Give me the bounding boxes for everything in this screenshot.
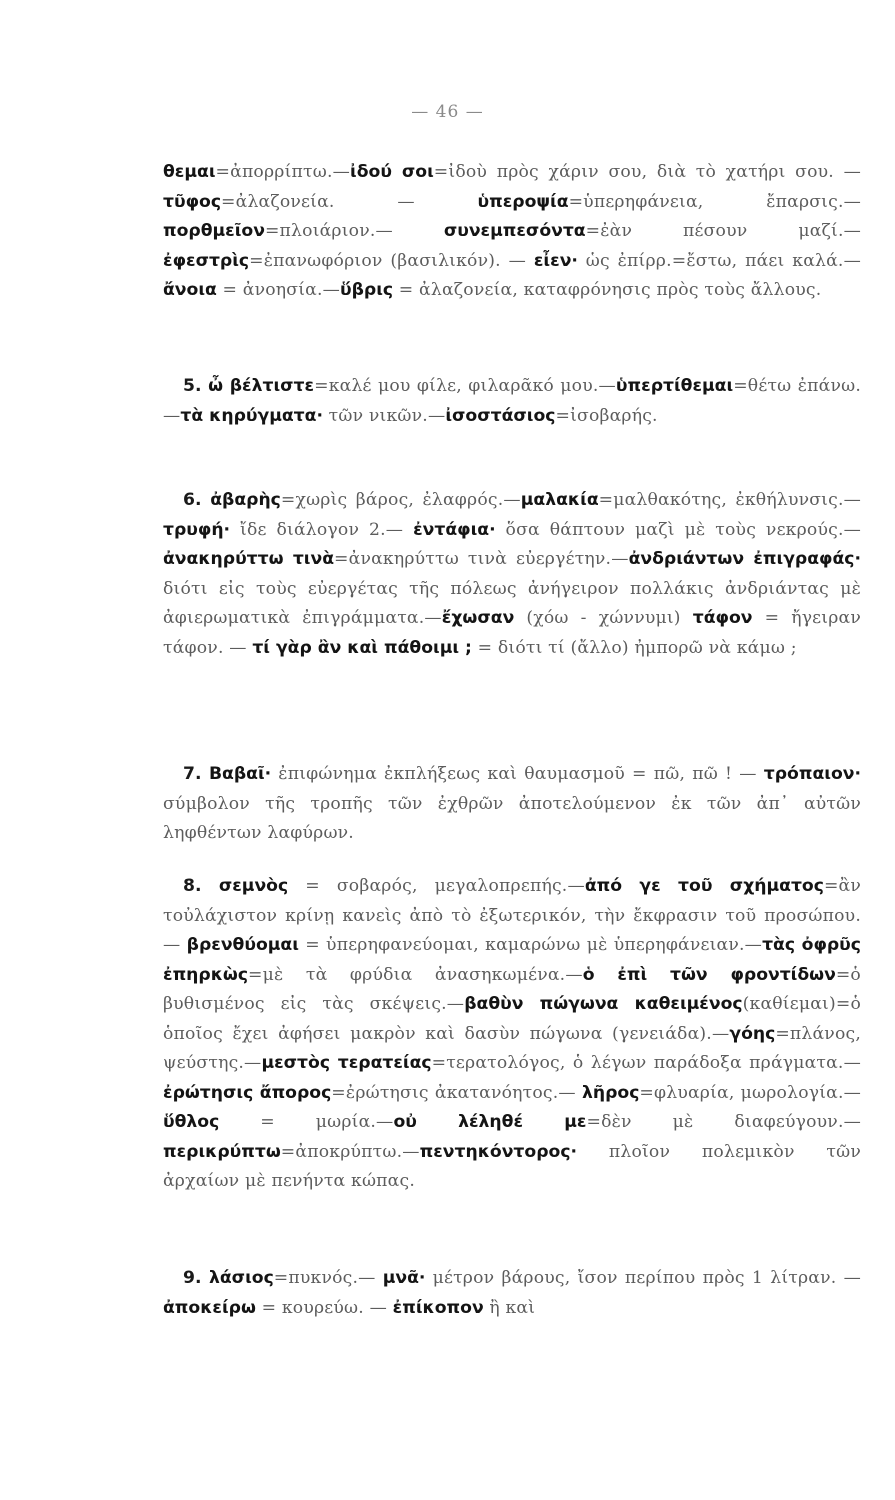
headword: ἐντάφια·: [413, 519, 496, 540]
definition-text: =ἰδοὺ πρὸς χάριν σου, διὰ τὸ χατήρι σου. —: [433, 162, 861, 182]
entry-number: 5.: [183, 376, 209, 396]
headword: ἔχωσαν: [441, 608, 515, 628]
definition-text: = σοβαρός, μεγαλοπρεπής.—: [288, 876, 585, 896]
definition-text: =ἐὰν πέσουν μαζί.—: [585, 221, 862, 241]
headword: ὦ βέλτιστε: [208, 376, 315, 396]
definition-text: πλοῖον πολεμικὸν τῶν ἀρχαίων μὲ πενήντα κώπας.: [163, 1141, 861, 1191]
definition-text: =ὑπερηφάνεια, ἔπαρσις.—: [568, 191, 861, 212]
headword: ἀποκείρω: [163, 1297, 256, 1318]
headword: θεμαι: [163, 162, 216, 182]
definition-text: =ἐπανωφόριον (βασιλικόν). —: [249, 250, 534, 271]
definition-text: =πυκνός.—: [273, 1268, 383, 1288]
headword: ἰσοστάσιος: [445, 405, 556, 426]
headword: ὕβρις: [340, 280, 394, 300]
definition-text: ἴδε διάλογον 2.—: [230, 519, 414, 540]
headword: οὐ λέληθέ με: [393, 1112, 587, 1132]
definition-text: =δὲν μὲ διαφεύγουν.—: [586, 1112, 861, 1132]
headword: τρόπαιον·: [763, 764, 862, 784]
definition-text: =ἂν τοὐλάχιστον κρίνῃ κανεὶς ἀπὸ τὸ ἐξωτερικόν, τὴν ἔκφρασιν τοῦ προσώπου. —: [163, 876, 861, 955]
headword: λάσιος: [209, 1268, 274, 1288]
headword: τῦφος: [163, 191, 222, 212]
glossary-paragraph-7: [163, 760, 861, 849]
entry-number: 6.: [183, 490, 211, 510]
definition-text: =μὲ τὰ φρύδια ἀνασηκωμένα.—: [248, 964, 583, 985]
headword: εἶεν·: [533, 250, 578, 271]
headword: πορθμεῖον: [163, 221, 265, 241]
definition-text: ὅσα θάπτουν μαζὶ μὲ τοὺς νεκρούς.—: [495, 519, 861, 540]
definition-text: = μωρία.—: [219, 1112, 394, 1132]
headword: τὰς ὀφρῦς ἐπηρκὼς: [163, 935, 861, 985]
headword: ἰδού σοι: [350, 162, 434, 182]
definition-text: ἢ καὶ: [483, 1297, 536, 1318]
headword: μνᾶ·: [382, 1268, 426, 1288]
definition-text: =μαλθακότης, ἐκθήλυνσις.—: [598, 490, 861, 510]
definition-text: μέτρον βάρους, ἴσον περίπου πρὸς 1 λίτραν. —: [425, 1268, 861, 1288]
definition-text: =χωρὶς βάρος, ἐλαφρός.—: [280, 490, 521, 510]
headword: ἀπό γε τοῦ σχήματος: [584, 876, 824, 896]
definition-text: ὡς ἐπίρρ.=ἔστω, πάει καλά.—: [577, 250, 861, 271]
definition-text: =καλέ μου φίλε, φιλαρᾶκό μου.—: [314, 376, 616, 396]
definition-text: =ἀλαζονεία. —: [221, 191, 478, 212]
headword: τάφον: [692, 608, 753, 628]
glossary-paragraph-6: [163, 486, 861, 663]
definition-text: = διότι τί (ἄλλο) ἠμπορῶ νὰ κάμω ;: [471, 637, 797, 658]
headword: γόης: [729, 1023, 776, 1044]
headword: περικρύπτω: [163, 1141, 281, 1162]
headword: τὰ κηρύγματα·: [180, 405, 323, 426]
definition-text: ἐπιφώνημα ἐκπλήξεως καὶ θαυμασμοῦ = πῶ, πῶ ! —: [271, 764, 764, 784]
headword: συνεμπεσόντα: [443, 221, 586, 241]
headword: πεντηκόντορος·: [419, 1141, 578, 1162]
definition-text: =πλοιάριον.—: [264, 221, 444, 241]
definition-text: =ὁ βυθισμένος εἰς τὰς σκέψεις.—: [163, 964, 861, 1014]
headword: τί γὰρ ἂν καὶ πάθοιμι ;: [252, 637, 472, 658]
headword: ἀνδριάντων ἐπιγραφάς·: [628, 549, 861, 569]
definition-text: =τερατολόγος, ὁ λέγων παράδοξα πράγματα.—: [431, 1053, 861, 1073]
definition-text: =ἀνακηρύττω τινὰ εὐεργέτην.—: [334, 549, 629, 569]
entry-number: 7.: [183, 764, 209, 784]
headword: ὁ ἐπὶ τῶν φροντίδων: [582, 964, 836, 985]
headword: ὑπεροψία: [477, 191, 569, 212]
definition-text: = ἀνοησία.—: [216, 280, 341, 300]
headword: ἐπίκοπον: [392, 1297, 484, 1318]
definition-text: =φλυαρία, μωρολογία.—: [639, 1082, 862, 1103]
glossary-paragraph-9: [163, 1264, 861, 1323]
definition-text: =ἰσοβαρής.: [555, 405, 658, 426]
definition-text: =ἐρώτησις ἀκατανόητος.—: [331, 1082, 582, 1103]
definition-text: =ἀπορρίπτω.—: [215, 162, 351, 182]
headword: βρενθύομαι: [186, 935, 299, 955]
headword: ἀβαρὴς: [210, 490, 281, 510]
headword: βαθὺν πώγωνα καθειμένος: [464, 994, 743, 1014]
entry-number: 9.: [183, 1268, 209, 1288]
definition-text: =ἀποκρύπτω.—: [280, 1141, 420, 1162]
definition-text: = ἤγειραν τάφον. —: [163, 608, 861, 658]
definition-text: (χόω - χώννυμι): [514, 608, 693, 628]
definition-text: = κουρεύω. —: [255, 1297, 393, 1318]
headword: ὑπερτίθεμαι: [615, 376, 734, 396]
headword: τρυφή·: [163, 519, 231, 540]
definition-text: διότι εἰς τοὺς εὐεργέτας τῆς πόλεως ἀνήγειρον πολλάκις ἀνδριάντας μὲ ἀφιερωματικὰ ἐπιγράμματα.—: [163, 578, 861, 628]
headword: λῆρος: [581, 1082, 640, 1103]
definition-text: τῶν νικῶν.—: [322, 405, 446, 426]
glossary-paragraph-continuation: [163, 158, 861, 306]
definition-text: (καθίεμαι)=ὁ ὁποῖος ἔχει ἀφήσει μακρὸν καὶ δασὺν πώγωνα (γενειάδα).—: [163, 994, 862, 1044]
headword: σεμνὸς: [218, 876, 289, 896]
headword: ἀνακηρύττω τινὰ: [163, 549, 335, 569]
headword: Βαβαῖ·: [208, 764, 272, 784]
headword: μεστὸς τερατείας: [261, 1053, 432, 1073]
definition-text: σύμβολον τῆς τροπῆς τῶν ἐχθρῶν ἀποτελούμενον ἐκ τῶν ἀπ᾽ αὐτῶν ληφθέντων λαφύρων.: [163, 793, 861, 843]
headword: ἐφεστρὶς: [163, 250, 250, 271]
headword: μαλακία: [520, 490, 599, 510]
glossary-paragraph-5: [163, 372, 861, 431]
headword: ὕθλος: [163, 1112, 220, 1132]
definition-text: = ἀλαζονεία, καταφρόνησις πρὸς τοὺς ἄλλους.: [393, 280, 822, 300]
headword: ἐρώτησις ἄπορος: [163, 1082, 332, 1103]
glossary-paragraph-8: [163, 872, 861, 1197]
definition-text: = ὑπερηφανεύομαι, καμαρώνω μὲ ὑπερηφάνειαν.—: [298, 935, 763, 955]
definition-text: =πλάνος, ψεύστης.—: [163, 1023, 861, 1073]
entry-number: 8.: [183, 876, 219, 896]
page-number: — 46 —: [411, 102, 484, 122]
definition-text: =θέτω ἐπάνω.—: [163, 376, 861, 426]
headword: ἄνοια: [163, 280, 217, 300]
